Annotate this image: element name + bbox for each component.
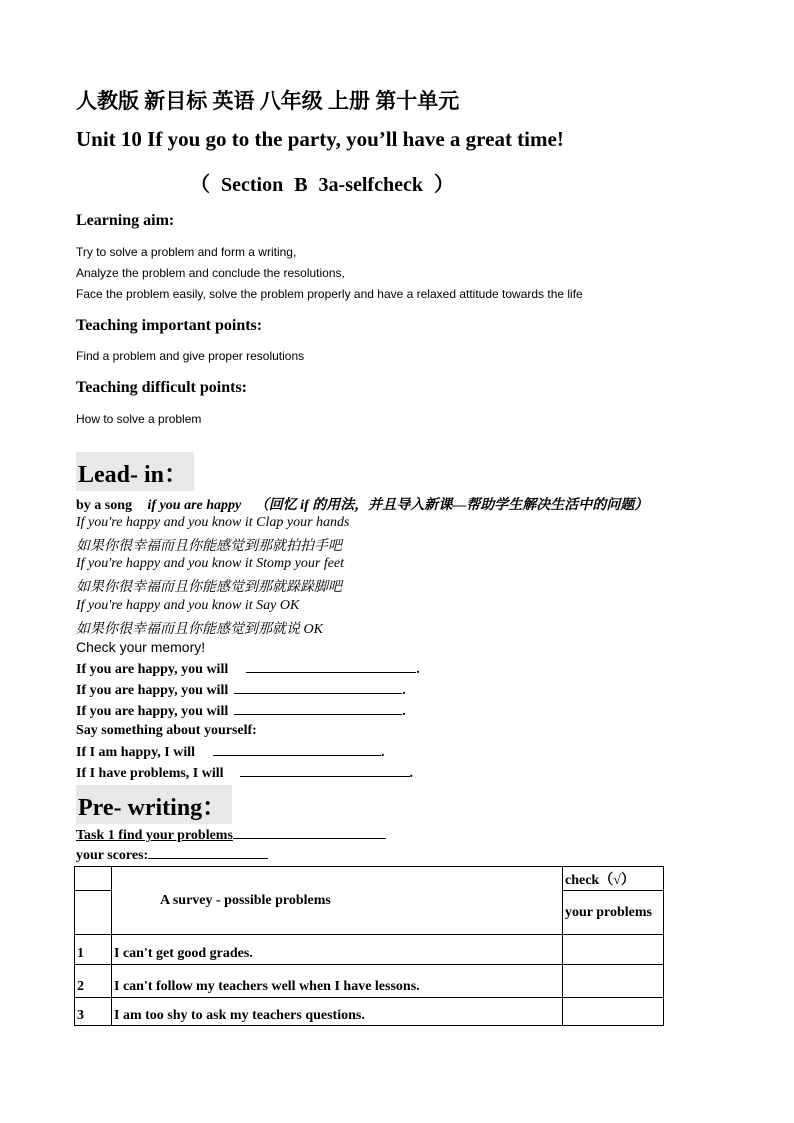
- row-number: 1: [75, 935, 112, 965]
- check-memory: Check your memory!: [76, 639, 206, 655]
- scores-label: your scores:: [76, 848, 149, 863]
- row-text: I can't follow my teachers well when I have lessons.: [112, 965, 563, 998]
- chinese-title: 人教版 新目标 英语 八年级 上册 第十单元: [76, 89, 460, 113]
- memory-line: If you are happy, you will .: [76, 662, 420, 677]
- table-row: [75, 998, 664, 1026]
- check-cell[interactable]: [563, 935, 664, 965]
- important-points-text: Find a problem and give proper resolutions: [76, 349, 305, 363]
- task-line: [76, 827, 386, 844]
- learning-aim-line: Try to solve a problem and form a writing,: [76, 245, 297, 259]
- lyric-line: If you're happy and you know it Stomp your feet: [76, 556, 345, 571]
- table-cell: [75, 867, 112, 891]
- self-line: If I have problems, I will .: [76, 766, 414, 781]
- your-problems-header: your problems: [563, 891, 664, 935]
- answer-blank[interactable]: [240, 764, 410, 777]
- learning-aim-line: Analyze the problem and conclude the resolutions,: [76, 266, 345, 280]
- pre-writing-heading: Pre- writing：: [76, 785, 232, 824]
- answer-blank[interactable]: [234, 681, 402, 694]
- section-label: （ Section B 3a-selfcheck ）: [190, 174, 454, 196]
- learning-aim-line: Face the problem easily, solve the problem properly and have a relaxed attitude towards the life: [76, 287, 583, 301]
- task-label: Task 1 find your problems: [76, 828, 233, 843]
- row-number: 2: [75, 965, 112, 998]
- important-points-heading: Teaching important points:: [76, 317, 263, 334]
- answer-blank[interactable]: [213, 743, 381, 756]
- say-something: Say something about yourself:: [76, 723, 257, 738]
- difficult-points-heading: Teaching difficult points:: [76, 379, 247, 396]
- song-title: if you are happy: [147, 498, 242, 513]
- lyric-line: If you're happy and you know it Say OK: [76, 598, 300, 613]
- song-prefix: by a song: [76, 498, 133, 513]
- table-cell: [75, 891, 112, 935]
- lyric-line: 如果你很幸福而且你能感觉到那就拍拍手吧: [76, 539, 342, 554]
- memory-line: If you are happy, you will .: [76, 683, 406, 698]
- learning-aim-heading: Learning aim:: [76, 212, 175, 229]
- song-line: [76, 494, 648, 514]
- memory-line: If you are happy, you will .: [76, 704, 406, 719]
- answer-blank[interactable]: [234, 702, 402, 715]
- unit-title: Unit 10 If you go to the party, you’ll have a great time!: [76, 127, 564, 151]
- survey-table: [74, 866, 664, 1026]
- scores-line: [76, 847, 268, 864]
- task-blank[interactable]: [233, 827, 386, 839]
- check-header: check（√）: [563, 867, 664, 891]
- check-cell[interactable]: [563, 998, 664, 1026]
- row-text: I can't get good grades.: [112, 935, 563, 965]
- check-cell[interactable]: [563, 965, 664, 998]
- lyric-line: 如果你很幸福而且你能感觉到那就跺跺脚吧: [76, 580, 342, 595]
- survey-title: A survey - possible problems: [112, 867, 563, 935]
- self-line: If I am happy, I will .: [76, 745, 385, 760]
- lyric-line: 如果你很幸福而且你能感觉到那就说 OK: [76, 622, 323, 637]
- lyric-line: If you're happy and you know it Clap your hands: [76, 515, 350, 530]
- song-note: （回忆 if 的用法，并且导入新课—帮助学生解决生活中的问题）: [254, 498, 649, 513]
- lead-in-heading: Lead- in：: [76, 452, 194, 491]
- difficult-points-text: How to solve a problem: [76, 412, 202, 426]
- table-row: [75, 935, 664, 965]
- row-number: 3: [75, 998, 112, 1026]
- table-row: [75, 965, 664, 998]
- row-text: I am too shy to ask my teachers questions.: [112, 998, 563, 1026]
- answer-blank[interactable]: [246, 660, 416, 673]
- scores-blank[interactable]: [148, 847, 268, 859]
